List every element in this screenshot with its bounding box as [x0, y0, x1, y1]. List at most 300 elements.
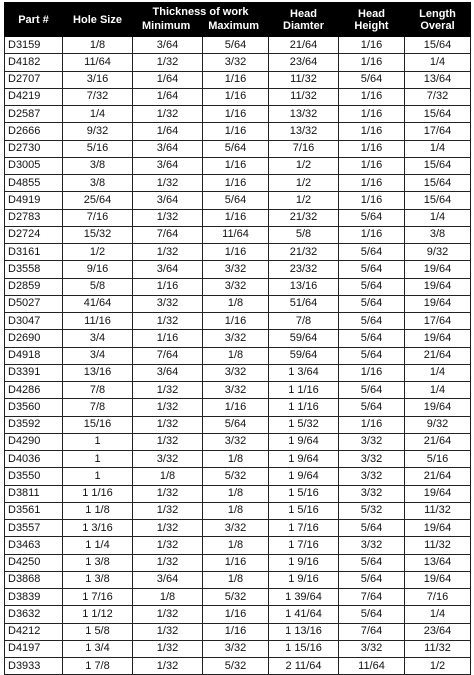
table-row: [5, 399, 471, 416]
table-row: [5, 175, 471, 192]
thickness-max-cell: 5/64: [203, 37, 269, 54]
thickness-max-cell: 1/16: [203, 606, 269, 623]
thickness-max-cell: 5/32: [203, 658, 269, 675]
hole-size-cell: 3/4: [63, 347, 133, 364]
length-overall-cell: 15/64: [405, 106, 471, 123]
table-row: [5, 278, 471, 295]
fastener-spec-table: [4, 2, 471, 675]
thickness-max-cell: 1/16: [203, 71, 269, 88]
thickness-min-cell: 3/64: [133, 261, 203, 278]
length-overall-cell: 1/4: [405, 364, 471, 381]
part-number-cell: D2707: [5, 71, 63, 88]
part-number-cell: D3161: [5, 244, 63, 261]
hole-size-cell: 7/16: [63, 209, 133, 226]
hole-size-cell: 7/32: [63, 88, 133, 105]
part-number-cell: D2859: [5, 278, 63, 295]
header-maximum: Maximum: [208, 20, 259, 32]
head-height-cell: 3/32: [339, 451, 405, 468]
thickness-max-cell: 1/16: [203, 106, 269, 123]
head-height-cell: 5/64: [339, 554, 405, 571]
head-height-cell: 1/16: [339, 54, 405, 71]
thickness-min-cell: 1/32: [133, 244, 203, 261]
table-row: [5, 192, 471, 209]
length-overall-cell: 1/4: [405, 54, 471, 71]
thickness-max-cell: 3/32: [203, 433, 269, 450]
thickness-max-cell: 3/32: [203, 278, 269, 295]
length-overall-cell: 15/64: [405, 157, 471, 174]
hole-size-cell: 1 5/8: [63, 623, 133, 640]
hole-size-cell: 1: [63, 468, 133, 485]
hole-size-cell: 1/4: [63, 106, 133, 123]
thickness-max-cell: 1/8: [203, 571, 269, 588]
thickness-min-cell: 1/32: [133, 175, 203, 192]
table-row: [5, 606, 471, 623]
thickness-max-cell: 1/16: [203, 157, 269, 174]
thickness-max-cell: 3/32: [203, 54, 269, 71]
head-diameter-cell: 1 5/16: [269, 485, 339, 502]
thickness-max-cell: 11/64: [203, 226, 269, 243]
table-row: [5, 520, 471, 537]
thickness-max-cell: 1/8: [203, 295, 269, 312]
head-height-cell: 1/16: [339, 140, 405, 157]
thickness-min-cell: 1/32: [133, 399, 203, 416]
header-row: [5, 3, 471, 37]
table-row: [5, 209, 471, 226]
head-diameter-cell: 23/32: [269, 261, 339, 278]
head-diameter-cell: 59/64: [269, 330, 339, 347]
part-number-cell: D3550: [5, 468, 63, 485]
length-overall-cell: 1/4: [405, 140, 471, 157]
head-height-cell: 1/16: [339, 37, 405, 54]
table-row: [5, 37, 471, 54]
thickness-max-cell: 1/8: [203, 537, 269, 554]
length-overall-cell: 9/32: [405, 416, 471, 433]
part-number-cell: D4182: [5, 54, 63, 71]
thickness-min-cell: 1/64: [133, 123, 203, 140]
head-diameter-cell: 1 9/64: [269, 451, 339, 468]
table-row: [5, 330, 471, 347]
header-head-diameter-line1: Head: [290, 7, 317, 20]
part-number-cell: D2690: [5, 330, 63, 347]
thickness-max-cell: 3/32: [203, 261, 269, 278]
hole-size-cell: 1: [63, 433, 133, 450]
part-number-cell: D3159: [5, 37, 63, 54]
length-overall-cell: 3/8: [405, 226, 471, 243]
header-length-overall: [405, 3, 471, 37]
part-number-cell: D3561: [5, 502, 63, 519]
head-height-cell: 5/64: [339, 399, 405, 416]
thickness-max-cell: 1/8: [203, 347, 269, 364]
head-diameter-cell: 1 7/16: [269, 537, 339, 554]
hole-size-cell: 1 1/16: [63, 485, 133, 502]
part-number-cell: D2730: [5, 140, 63, 157]
thickness-max-cell: 5/32: [203, 468, 269, 485]
head-height-cell: 5/64: [339, 209, 405, 226]
thickness-min-cell: 1/32: [133, 54, 203, 71]
length-overall-cell: 7/16: [405, 589, 471, 606]
length-overall-cell: 19/64: [405, 278, 471, 295]
length-overall-cell: 1/2: [405, 658, 471, 675]
head-height-cell: 1/16: [339, 192, 405, 209]
thickness-min-cell: 1/16: [133, 278, 203, 295]
thickness-min-cell: 1/32: [133, 520, 203, 537]
thickness-max-cell: 1/16: [203, 175, 269, 192]
head-diameter-cell: 59/64: [269, 347, 339, 364]
head-diameter-cell: 1 39/64: [269, 589, 339, 606]
head-diameter-cell: 51/64: [269, 295, 339, 312]
thickness-min-cell: 1/32: [133, 658, 203, 675]
thickness-min-cell: 3/64: [133, 192, 203, 209]
part-number-cell: D3839: [5, 589, 63, 606]
part-number-cell: D3560: [5, 399, 63, 416]
length-overall-cell: 13/64: [405, 554, 471, 571]
head-height-cell: 3/32: [339, 468, 405, 485]
hole-size-cell: 7/8: [63, 399, 133, 416]
head-diameter-cell: 7/16: [269, 140, 339, 157]
thickness-max-cell: 1/8: [203, 485, 269, 502]
hole-size-cell: 3/4: [63, 330, 133, 347]
header-thickness-title: Thickness of work: [152, 6, 249, 18]
thickness-min-cell: 3/64: [133, 37, 203, 54]
hole-size-cell: 9/16: [63, 261, 133, 278]
thickness-min-cell: 1/32: [133, 106, 203, 123]
thickness-max-cell: 1/16: [203, 123, 269, 140]
thickness-max-cell: 3/32: [203, 382, 269, 399]
length-overall-cell: 9/32: [405, 244, 471, 261]
thickness-max-cell: 5/64: [203, 416, 269, 433]
table-row: [5, 71, 471, 88]
thickness-min-cell: 3/64: [133, 571, 203, 588]
hole-size-cell: 5/8: [63, 278, 133, 295]
head-height-cell: 5/64: [339, 295, 405, 312]
head-diameter-cell: 11/32: [269, 88, 339, 105]
length-overall-cell: 11/32: [405, 537, 471, 554]
length-overall-cell: 5/16: [405, 451, 471, 468]
head-diameter-cell: 1 9/16: [269, 554, 339, 571]
thickness-min-cell: 1/32: [133, 433, 203, 450]
thickness-max-cell: 5/64: [203, 140, 269, 157]
length-overall-cell: 11/32: [405, 502, 471, 519]
thickness-min-cell: 1/32: [133, 416, 203, 433]
table-row: [5, 295, 471, 312]
thickness-min-cell: 1/32: [133, 382, 203, 399]
head-diameter-cell: 1/2: [269, 157, 339, 174]
thickness-min-cell: 1/32: [133, 502, 203, 519]
table-row: [5, 88, 471, 105]
part-number-cell: D4036: [5, 451, 63, 468]
header-minimum: Minimum: [141, 20, 191, 32]
head-height-cell: 1/16: [339, 416, 405, 433]
table-row: [5, 658, 471, 675]
head-diameter-cell: 11/32: [269, 71, 339, 88]
hole-size-cell: 15/16: [63, 416, 133, 433]
part-number-cell: D4250: [5, 554, 63, 571]
thickness-min-cell: 3/64: [133, 140, 203, 157]
header-hole-size: Hole Size: [63, 3, 133, 37]
thickness-min-cell: 1/32: [133, 209, 203, 226]
part-number-cell: D3592: [5, 416, 63, 433]
hole-size-cell: 3/16: [63, 71, 133, 88]
thickness-max-cell: 1/16: [203, 554, 269, 571]
thickness-max-cell: 3/32: [203, 640, 269, 657]
hole-size-cell: 1 3/8: [63, 571, 133, 588]
head-height-cell: 7/64: [339, 623, 405, 640]
header-head-height-line1: Head: [358, 7, 385, 20]
head-height-cell: 5/64: [339, 244, 405, 261]
thickness-max-cell: 3/32: [203, 330, 269, 347]
head-diameter-cell: 13/32: [269, 123, 339, 140]
thickness-min-cell: 1/32: [133, 313, 203, 330]
header-head-height-line2: Height: [354, 19, 389, 32]
part-number-cell: D3868: [5, 571, 63, 588]
hole-size-cell: 1 7/16: [63, 589, 133, 606]
head-diameter-cell: 1 41/64: [269, 606, 339, 623]
head-height-cell: 1/16: [339, 106, 405, 123]
head-height-cell: 11/64: [339, 658, 405, 675]
thickness-min-cell: 1/32: [133, 537, 203, 554]
length-overall-cell: 1/4: [405, 382, 471, 399]
head-diameter-cell: 13/16: [269, 278, 339, 295]
head-diameter-cell: 1 5/32: [269, 416, 339, 433]
head-diameter-cell: 1 15/16: [269, 640, 339, 657]
head-diameter-cell: 23/64: [269, 54, 339, 71]
table-row: [5, 640, 471, 657]
length-overall-cell: 21/64: [405, 433, 471, 450]
head-height-cell: 5/64: [339, 313, 405, 330]
length-overall-cell: 23/64: [405, 623, 471, 640]
length-overall-cell: 19/64: [405, 571, 471, 588]
thickness-max-cell: 3/32: [203, 520, 269, 537]
length-overall-cell: 15/64: [405, 175, 471, 192]
table-row: [5, 485, 471, 502]
table-row: [5, 468, 471, 485]
table-row: [5, 140, 471, 157]
thickness-min-cell: 7/64: [133, 226, 203, 243]
head-height-cell: 7/64: [339, 589, 405, 606]
thickness-min-cell: 1/32: [133, 485, 203, 502]
head-diameter-cell: 1/2: [269, 192, 339, 209]
head-height-cell: 1/16: [339, 123, 405, 140]
thickness-min-cell: 1/32: [133, 623, 203, 640]
head-diameter-cell: 1 13/16: [269, 623, 339, 640]
head-diameter-cell: 1/2: [269, 175, 339, 192]
part-number-cell: D4212: [5, 623, 63, 640]
head-diameter-cell: 1 9/64: [269, 468, 339, 485]
length-overall-cell: 19/64: [405, 399, 471, 416]
part-number-cell: D3632: [5, 606, 63, 623]
part-number-cell: D3811: [5, 485, 63, 502]
hole-size-cell: 1 3/16: [63, 520, 133, 537]
thickness-min-cell: 3/64: [133, 364, 203, 381]
length-overall-cell: 19/64: [405, 485, 471, 502]
thickness-max-cell: 1/16: [203, 244, 269, 261]
thickness-max-cell: 1/16: [203, 313, 269, 330]
head-height-cell: 5/64: [339, 330, 405, 347]
hole-size-cell: 1 7/8: [63, 658, 133, 675]
part-number-cell: D4290: [5, 433, 63, 450]
hole-size-cell: 1 1/4: [63, 537, 133, 554]
thickness-max-cell: 5/32: [203, 589, 269, 606]
head-height-cell: 5/64: [339, 347, 405, 364]
length-overall-cell: 1/4: [405, 606, 471, 623]
table-row: [5, 554, 471, 571]
table-row: [5, 571, 471, 588]
length-overall-cell: 13/64: [405, 71, 471, 88]
hole-size-cell: 1 3/8: [63, 554, 133, 571]
part-number-cell: D2724: [5, 226, 63, 243]
head-diameter-cell: 1 5/16: [269, 502, 339, 519]
header-length-line2: Overal: [420, 19, 455, 32]
table-row: [5, 382, 471, 399]
length-overall-cell: 1/4: [405, 209, 471, 226]
part-number-cell: D3933: [5, 658, 63, 675]
head-diameter-cell: 1 9/64: [269, 433, 339, 450]
head-height-cell: 5/64: [339, 606, 405, 623]
part-number-cell: D2587: [5, 106, 63, 123]
table-row: [5, 244, 471, 261]
head-height-cell: 5/64: [339, 520, 405, 537]
hole-size-cell: 15/32: [63, 226, 133, 243]
length-overall-cell: 15/64: [405, 37, 471, 54]
part-number-cell: D4855: [5, 175, 63, 192]
part-number-cell: D4197: [5, 640, 63, 657]
head-height-cell: 1/16: [339, 226, 405, 243]
length-overall-cell: 21/64: [405, 468, 471, 485]
length-overall-cell: 17/64: [405, 123, 471, 140]
header-head-diameter-line2: Diamter: [283, 19, 324, 32]
head-diameter-cell: 1 3/64: [269, 364, 339, 381]
head-height-cell: 5/64: [339, 71, 405, 88]
table-row: [5, 364, 471, 381]
thickness-min-cell: 1/32: [133, 640, 203, 657]
table-row: [5, 157, 471, 174]
header-head-height: [339, 3, 405, 37]
length-overall-cell: 21/64: [405, 347, 471, 364]
thickness-min-cell: 1/16: [133, 330, 203, 347]
thickness-min-cell: 3/32: [133, 295, 203, 312]
thickness-min-cell: 1/32: [133, 554, 203, 571]
hole-size-cell: 41/64: [63, 295, 133, 312]
thickness-min-cell: 3/64: [133, 157, 203, 174]
thickness-max-cell: 1/16: [203, 209, 269, 226]
head-height-cell: 3/32: [339, 485, 405, 502]
hole-size-cell: 9/32: [63, 123, 133, 140]
part-number-cell: D3558: [5, 261, 63, 278]
length-overall-cell: 7/32: [405, 88, 471, 105]
thickness-min-cell: 1/64: [133, 71, 203, 88]
part-number-cell: D2666: [5, 123, 63, 140]
hole-size-cell: 1 1/12: [63, 606, 133, 623]
hole-size-cell: 1 1/8: [63, 502, 133, 519]
part-number-cell: D4286: [5, 382, 63, 399]
table-row: [5, 433, 471, 450]
thickness-max-cell: 3/32: [203, 364, 269, 381]
thickness-max-cell: 1/16: [203, 88, 269, 105]
length-overall-cell: 19/64: [405, 520, 471, 537]
part-number-cell: D2783: [5, 209, 63, 226]
head-diameter-cell: 1 7/16: [269, 520, 339, 537]
thickness-min-cell: 7/64: [133, 347, 203, 364]
hole-size-cell: 13/16: [63, 364, 133, 381]
header-part-number: Part #: [5, 3, 63, 37]
head-diameter-cell: 21/32: [269, 244, 339, 261]
length-overall-cell: 15/64: [405, 192, 471, 209]
part-number-cell: D4918: [5, 347, 63, 364]
head-diameter-cell: 13/32: [269, 106, 339, 123]
head-diameter-cell: 7/8: [269, 313, 339, 330]
thickness-max-cell: 1/8: [203, 502, 269, 519]
table-row: [5, 537, 471, 554]
table-row: [5, 123, 471, 140]
thickness-max-cell: 1/16: [203, 623, 269, 640]
part-number-cell: D4219: [5, 88, 63, 105]
table-row: [5, 261, 471, 278]
head-height-cell: 1/16: [339, 88, 405, 105]
fastener-spec-table-container: [4, 2, 470, 675]
part-number-cell: D5027: [5, 295, 63, 312]
head-height-cell: 5/64: [339, 382, 405, 399]
part-number-cell: D3557: [5, 520, 63, 537]
table-row: [5, 623, 471, 640]
thickness-max-cell: 1/16: [203, 399, 269, 416]
length-overall-cell: 11/32: [405, 640, 471, 657]
part-number-cell: D3463: [5, 537, 63, 554]
table-row: [5, 54, 471, 71]
head-diameter-cell: 21/64: [269, 37, 339, 54]
hole-size-cell: 1: [63, 451, 133, 468]
length-overall-cell: 17/64: [405, 313, 471, 330]
header-head-diameter: [269, 3, 339, 37]
hole-size-cell: 7/8: [63, 382, 133, 399]
thickness-max-cell: 1/8: [203, 451, 269, 468]
thickness-min-cell: 3/32: [133, 451, 203, 468]
head-diameter-cell: 5/8: [269, 226, 339, 243]
length-overall-cell: 19/64: [405, 261, 471, 278]
head-height-cell: 5/64: [339, 571, 405, 588]
hole-size-cell: 3/8: [63, 175, 133, 192]
length-overall-cell: 19/64: [405, 330, 471, 347]
head-height-cell: 5/64: [339, 278, 405, 295]
hole-size-cell: 1/8: [63, 37, 133, 54]
header-length-line1: Length: [419, 7, 456, 20]
part-number-cell: D3391: [5, 364, 63, 381]
part-number-cell: D4919: [5, 192, 63, 209]
head-height-cell: 3/32: [339, 433, 405, 450]
table-row: [5, 106, 471, 123]
header-thickness-of-work: [133, 3, 269, 37]
thickness-max-cell: 5/64: [203, 192, 269, 209]
part-number-cell: D3005: [5, 157, 63, 174]
head-diameter-cell: 21/32: [269, 209, 339, 226]
head-height-cell: 1/16: [339, 364, 405, 381]
hole-size-cell: 1/2: [63, 244, 133, 261]
table-row: [5, 589, 471, 606]
head-height-cell: 1/16: [339, 157, 405, 174]
head-height-cell: 1/16: [339, 175, 405, 192]
thickness-min-cell: 1/32: [133, 606, 203, 623]
table-row: [5, 347, 471, 364]
head-diameter-cell: 1 9/16: [269, 571, 339, 588]
hole-size-cell: 11/16: [63, 313, 133, 330]
head-diameter-cell: 2 11/64: [269, 658, 339, 675]
head-height-cell: 3/32: [339, 537, 405, 554]
hole-size-cell: 5/16: [63, 140, 133, 157]
table-row: [5, 502, 471, 519]
head-height-cell: 5/64: [339, 261, 405, 278]
table-body: [5, 37, 471, 675]
hole-size-cell: 11/64: [63, 54, 133, 71]
table-row: [5, 313, 471, 330]
